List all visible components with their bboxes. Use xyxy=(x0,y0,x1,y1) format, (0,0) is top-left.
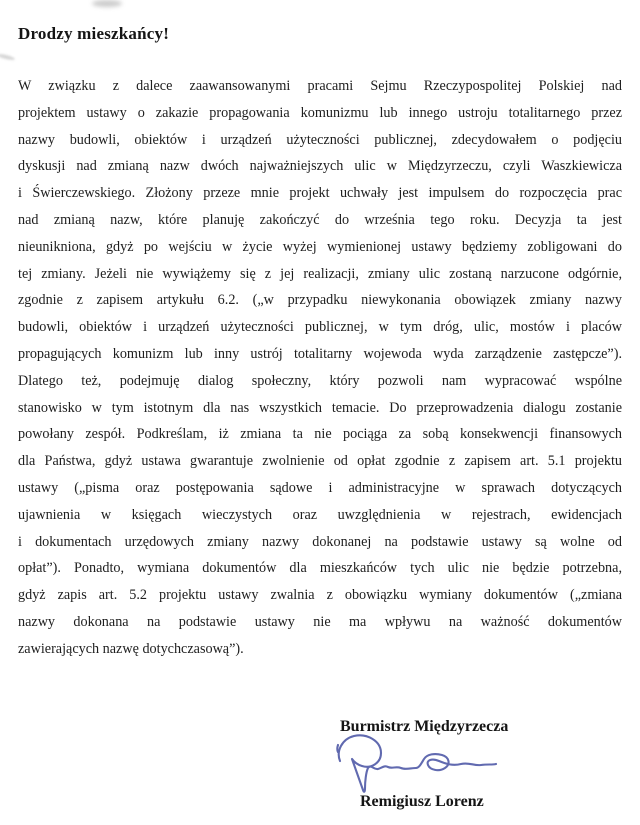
body-line: dyskusji nad zmianą nazw dwóch najważniejszych ulic w Międzyrzeczu, czyli Waszkiewicza xyxy=(18,158,622,175)
body-line: stanowisko w tym istotnym dla nas wszystkich temacie. Do przeprowadzenia dialogu zostanie xyxy=(18,399,622,416)
signer-name: Remigiusz Lorenz xyxy=(360,793,484,810)
signature-tick xyxy=(337,745,338,752)
signer-title: Burmistrz Międzyrzecza xyxy=(340,718,509,735)
signature-stroke xyxy=(339,735,496,791)
body-line: nad zmianą nazw, które planuję zakończyć do września tego roku. Decyzja ta jest xyxy=(18,211,622,228)
salutation: Drodzy mieszkańcy! xyxy=(18,24,170,43)
body-line: ustawy („pisma oraz postępowania sądowe i administracyjne w sprawach dotyczących xyxy=(18,479,622,496)
body-line: nieunikniona, gdyż po wejściu w życie wyżej wymienionej ustawy będziemy zobligowani do xyxy=(18,238,622,255)
body-line: nazwy budowli, obiektów i urządzeń użyteczności publicznej, zdecydowałem o podjęciu xyxy=(18,131,622,148)
body-line: zgodnie z zapisem artykułu 6.2. („w przypadku niewykonania obowiązek zmiany nazwy xyxy=(18,292,622,309)
body-line: dla Państwa, gdyż ustawa gwarantuje zwolnienie od opłat zgodnie z zapisem art. 5.1 projektu xyxy=(18,453,622,470)
body-line: i dokumentach urzędowych zmiany nazwy dokonanej na podstawie ustawy są wolne od xyxy=(18,533,622,550)
body-line: tej zmiany. Jeżeli nie wywiążemy się z jej realizacji, zmiany ulic zostaną narzucone odgórnie, xyxy=(18,265,622,282)
letter-body xyxy=(18,73,622,663)
body-line: nazwy dokonana na podstawie ustawy nie ma wpływu na ważność dokumentów xyxy=(18,613,622,630)
body-line: W związku z dalece zaawansowanymi pracami Sejmu Rzeczypospolitej Polskiej nad xyxy=(18,78,622,94)
body-line: Dlatego też, podejmuję dialog społeczny, który pozwoli nam wypracować wspólne xyxy=(18,372,622,389)
body-line: ujawnienia w księgach wieczystych oraz uwzględnienia w rejestrach, ewidencjach xyxy=(18,506,622,523)
body-line: projektem ustawy o zakazie propagowania komunizmu lub innego ustroju totalitarnego przez xyxy=(18,104,622,121)
body-line: powołany zespół. Podkreślam, iż zmiana ta nie pociąga za sobą konsekwencji finansowych xyxy=(18,426,622,443)
scan-smudge-top xyxy=(92,0,122,7)
body-line: budowli, obiektów i urządzeń użyteczności publicznej, w tym dróg, ulic, mostów i placów xyxy=(18,319,622,336)
body-line: i Świerczewskiego. Złożony przeze mnie projekt uchwały jest impulsem do rozpoczęcia prac xyxy=(18,185,622,202)
body-line: opłat”). Ponadto, wymiana dokumentów dla mieszkańców tych ulic nie będzie potrzebna, xyxy=(18,560,622,577)
body-line: zawierających nazwę dotychczasową”). xyxy=(18,640,244,657)
scan-smudge-left xyxy=(0,53,15,61)
body-line: gdyż zapis art. 5.2 projektu ustawy zwalnia z obowiązku wymiany dokumentów („zmiana xyxy=(18,587,622,604)
body-line: propagujących komunizm lub inny ustrój totalitarny wojewoda wyda zarządzenie zastępcze”). xyxy=(18,345,622,362)
handwritten-signature-ink xyxy=(333,734,503,796)
